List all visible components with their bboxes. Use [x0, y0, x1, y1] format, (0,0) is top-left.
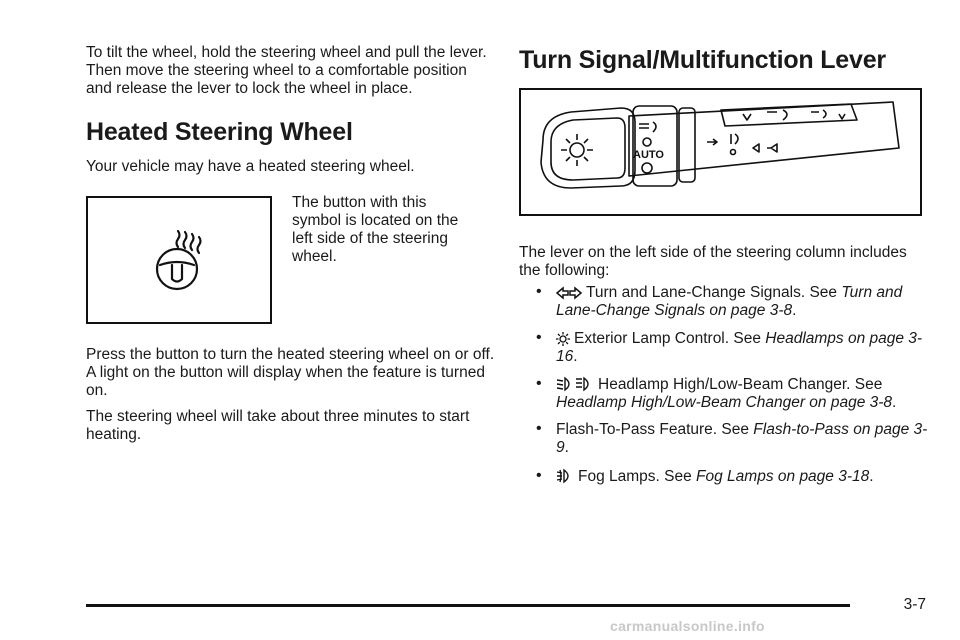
fog-lamps-reference[interactable]: Fog Lamps on page 3-18 — [696, 468, 870, 485]
lever-intro-paragraph: The lever on the left side of the steering column includes the following: — [519, 244, 907, 279]
heated-steering-wheel-icon — [88, 198, 270, 322]
multifunction-lever-drawing — [521, 90, 920, 214]
press-button-paragraph: Press the button to turn the heated steering wheel on or off. A light on the button will display when the feature is turned on. — [86, 346, 495, 399]
turn-signal-heading: Turn Signal/Multifunction Lever — [519, 46, 886, 74]
heated-steering-wheel-heading: Heated Steering Wheel — [86, 118, 353, 146]
flash-to-pass-reference[interactable]: Flash-to-Pass on page 3-9 — [556, 421, 928, 456]
lever-auto-label: AUTO — [633, 149, 664, 161]
page-number: 3-7 — [903, 596, 926, 613]
exterior-lamp-icon — [556, 332, 570, 346]
headlamps-reference[interactable]: Headlamps on page 3-16 — [556, 330, 923, 365]
turn-signal-arrows-icon — [556, 286, 582, 300]
heating-time-paragraph: The steering wheel will take about three minutes to start heating. — [86, 408, 470, 443]
turn-signals-reference[interactable]: Turn and Lane-Change Signals on page 3-8 — [556, 284, 903, 319]
multifunction-lever-illustration — [519, 88, 922, 216]
heated-wheel-intro: Your vehicle may have a heated steering wheel. — [86, 158, 415, 175]
footer-rule — [86, 604, 850, 607]
heated-wheel-symbol-box — [86, 196, 272, 324]
high-low-beam-reference[interactable]: Headlamp High/Low-Beam Changer on page 3-8 — [556, 394, 893, 411]
fog-lamp-icon — [556, 468, 574, 484]
high-low-beam-icon — [556, 376, 594, 392]
button-location-text: The button with this symbol is located on the left side of the steering wheel. — [292, 194, 459, 265]
watermark: carmanualsonline.info — [610, 618, 765, 634]
tilt-wheel-paragraph: To tilt the wheel, hold the steering wheel and pull the lever. Then move the steering wheel to a comfortable position and release the lever to lock the wheel in place. — [86, 44, 487, 97]
